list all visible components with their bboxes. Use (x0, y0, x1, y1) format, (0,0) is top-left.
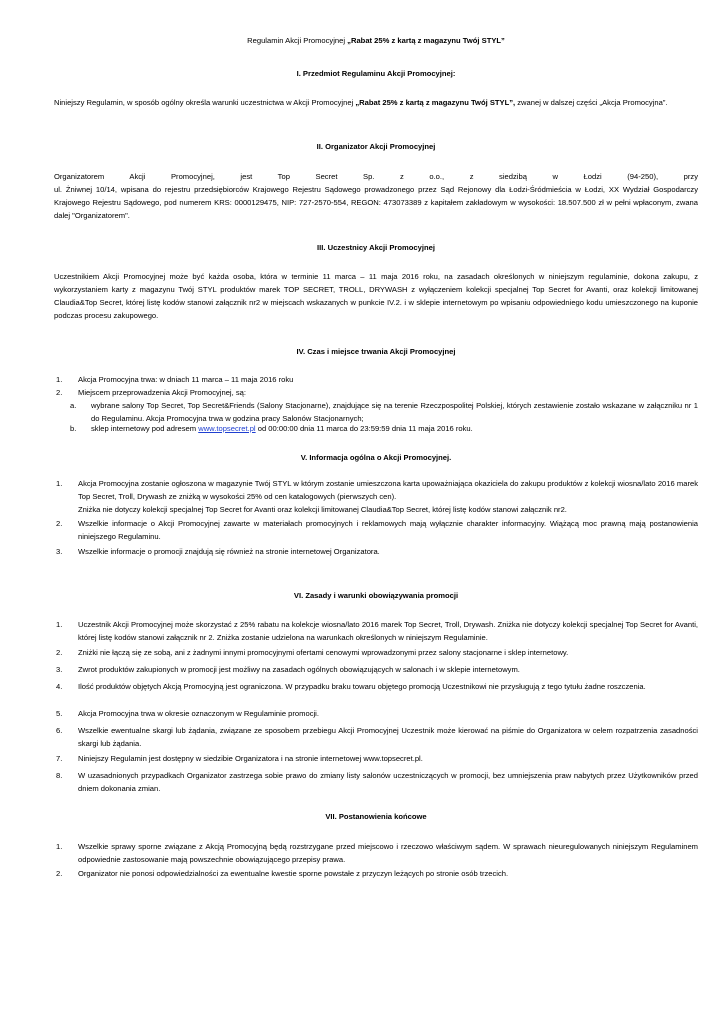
section-5-item-3 (54, 545, 698, 558)
section-4-heading: IV. Czas i miejsce trwania Akcji Promocyjnej (296, 347, 456, 356)
subitem-letter: b. (70, 424, 77, 433)
item-number: 3. (56, 665, 63, 674)
item-number: 5. (56, 709, 63, 718)
item-number: 1. (56, 375, 63, 384)
section-6-heading: VI. Zasady i warunki obowiązywania promocji (293, 591, 459, 600)
item-text: Niniejszy Regulamin jest dostępny w siedzibie Organizatora i na stronie internetowej www.topsecret.pl. (78, 754, 423, 763)
item-text: Wszelkie ewentualne skargi lub żądania, związane ze sposobem przebiegu Akcji Promocyjnej Uczestnik może kierować na piśmie do Organizatora w celem rozpatrzenia zasadności skargi lub żądania. (78, 726, 698, 748)
item-text-note: Zniżka nie dotyczy kolekcji specjalnej Top Secret for Avanti oraz kolekcji limitowanej Claudia&Top Secret, której listę kodów stanowi załącznik nr2. (78, 505, 567, 514)
section-4-subitem-b (54, 422, 698, 435)
section-6-item-7 (54, 752, 698, 765)
item-text: Miejscem przeprowadzenia Akcji Promocyjnej, są: (78, 388, 246, 397)
item-text: W uzasadnionych przypadkach Organizator zastrzega sobie prawo do zmiany listy salonów uczestniczących w promocji, bez umniejszenia praw nabytych przez Użytkowników przed dniem dokonania zmian. (78, 771, 698, 793)
item-number: 2. (56, 388, 63, 397)
item-text (78, 477, 698, 516)
section-2-paragraph: ul. Żniwnej 10/14, wpisana do rejestru przedsiębiorców Krajowego Rejestru Sądowego prowadzonego przez Sąd Rejonowy dla Łodzi-Śródmieścia w Łodzi, XX Wydział Gospodarczy Krajowego Rejestru Sądowego, pod numerem KRS: 0000129475, NIP: 727-2570-554, REGON: 473073389 z kapitałem zakładowym w wysokości: 18.507.500 zł w pełni wpłaconym, zwana dalej "Organizatorem". (54, 185, 698, 220)
item-number: 2. (56, 519, 63, 528)
item-number: 4. (56, 682, 63, 691)
item-text: Wszelkie informacje o promocji znajdują się również na stronie internetowej Organizatora. (78, 547, 380, 556)
section-3-heading: III. Uczestnicy Akcji Promocyjnej (317, 243, 435, 252)
item-number: 1. (56, 842, 63, 851)
section-1-text-before: Niniejszy Regulamin, w sposób ogólny określa warunki uczestnictwa w Akcji Promocyjnej (54, 98, 356, 107)
item-text-main: Akcja Promocyjna zostanie ogłoszona w magazynie Twój STYL w którym zostanie umieszczona karta upoważniająca okaziciela do zakupu produktów z kolekcji wiosna/lato 2016 marek Top Secret, Troll, Drywash ze zniżką w wysokości 25% od cen katalogowych (pierwszych cen). (78, 479, 698, 501)
item-text: Organizator nie ponosi odpowiedzialności za ewentualne kwestie sporne powstałe z przyczyn leżących po stronie osób trzecich. (78, 869, 509, 878)
section-3-paragraph: Uczestnikiem Akcji Promocyjnej może być każda osoba, która w terminie 11 marca – 11 maja 2016 roku, na zasadach określonych w niniejszym regulaminie, dokona zakupu, z wykorzystaniem karty z magazynu Twój STYL produktów marek TOP SECRET, TROLL, DRYWASH z wyłączeniem kolekcji specjalnej Top Secret for Avanti, oraz kolekcji limitowanej Claudia&Top Secret, której listę kodów stanowi załącznik nr2 w miejscach wskazanych w punkcie IV.2. i w sklepie internetowym po wpisaniu odpowiedniego kodu umieszczonego na kuponie podczas procesu zakupowego. (54, 272, 698, 320)
section-1-promo-name: „Rabat 25% z kartą z magazynu Twój STYL”, (355, 98, 516, 107)
subitem-b-after: od 00:00:00 dnia 11 marca do 23:59:59 dnia 11 maja 2016 roku. (255, 424, 473, 433)
item-text: Zniżki nie łączą się ze sobą, ani z żadnymi innymi promocyjnymi ofertami cenowymi wprowadzonymi przez salony stacjonarne i sklep internetowy. (78, 648, 569, 657)
section-6-item-6 (54, 724, 698, 750)
section-4-item-2 (54, 386, 698, 399)
section-4-item-1 (54, 373, 698, 386)
item-number: 2. (56, 869, 63, 878)
section-1-paragraph (54, 96, 698, 109)
section-6-item-1 (54, 618, 698, 644)
section-5-item-1 (54, 477, 698, 516)
item-number: 1. (56, 479, 63, 488)
item-number: 6. (56, 726, 63, 735)
item-text: Wszelkie sprawy sporne związane z Akcją Promocyjną będą rozstrzygane przed miejscowo i rzeczowo właściwym sądem. W sprawach nieuregulowanych niniejszym Regulaminem odpowiednie zastosowanie mają powszechnie obowiązującego przepisy prawa. (78, 842, 698, 864)
section-6-item-8 (54, 769, 698, 795)
section-7-heading: VII. Postanowienia końcowe (325, 812, 427, 821)
item-number: 7. (56, 754, 63, 763)
title-promo-name: „Rabat 25% z kartą z magazynu Twój STYL” (347, 36, 505, 45)
subitem-text: wybrane salony Top Secret, Top Secret&Friends (Salony Stacjonarne), znajdujące się na terenie Rzeczpospolitej Polskiej, których zestawienie zostało wskazane w załączniku nr 1 do Regulaminu. Akcja Promocyjna trwa w godzina pracy Salonów Stacjonarnych; (91, 401, 698, 423)
item-number: 2. (56, 648, 63, 657)
section-2-heading: II. Organizator Akcji Promocyjnej (316, 142, 436, 151)
item-text: Uczestnik Akcji Promocyjnej może skorzystać z 25% rabatu na kolekcje wiosna/lato 2016 marek Top Secret, Troll, Drywash. Zniżka nie dotyczy kolekcji specjalnej Top Secret for Avanti, której listę kodów stanowi załącznik nr 2. Zniżka zostanie udzielona na warunkach określonych w niniejszym Regulaminie. (78, 620, 698, 642)
title-prefix: Regulamin Akcji Promocyjnej (247, 36, 348, 45)
section-1-heading: I. Przedmiot Regulaminu Akcji Promocyjnej: (296, 69, 456, 78)
item-text: Ilość produktów objętych Akcją Promocyjną jest ograniczona. W przypadku braku towaru objętego promocją Uczestnikowi nie przysługują z tego tytułu żadne roszczenia. (78, 682, 646, 691)
section-2-line-1: Organizatorem Akcji Promocyjnej, jest Top Secret Sp. z o.o., z siedzibą w Łodzi (94-250), przy (54, 172, 698, 181)
section-1-text-after: zwanej w dalszej części „Akcja Promocyjna”. (515, 98, 668, 107)
item-text: Akcja Promocyjna trwa w okresie oznaczonym w Regulaminie promocji. (78, 709, 319, 718)
topsecret-link[interactable]: www.topsecret.pl (198, 424, 256, 433)
section-5-item-2 (54, 517, 698, 543)
item-number: 8. (56, 771, 63, 780)
subitem-b-before: sklep internetowy pod adresem (91, 424, 199, 433)
item-text: Akcja Promocyjna trwa: w dniach 11 marca – 11 maja 2016 roku (78, 375, 294, 384)
document-title (54, 34, 698, 47)
item-text: Zwrot produktów zakupionych w promocji jest możliwy na zasadach ogólnych obowiązujących w salonach i w sklepie internetowym. (78, 665, 520, 674)
subitem-letter: a. (70, 401, 77, 410)
section-6-item-4 (54, 680, 698, 706)
subitem-text (91, 422, 698, 435)
item-text: Wszelkie informacje o Akcji Promocyjnej zawarte w materiałach promocyjnych i reklamowych mają wyłącznie charakter informacyjny. Wiążącą moc prawną mają postanowienia niniejszego Regulaminu. (78, 519, 698, 541)
section-7-item-1 (54, 840, 698, 866)
section-6-item-2 (54, 646, 698, 659)
section-6-item-5 (54, 707, 698, 720)
section-5-heading: V. Informacja ogólna o Akcji Promocyjnej. (300, 453, 452, 462)
item-number: 3. (56, 547, 63, 556)
section-7-item-2 (54, 867, 698, 880)
item-number: 1. (56, 620, 63, 629)
section-6-item-3 (54, 663, 698, 676)
